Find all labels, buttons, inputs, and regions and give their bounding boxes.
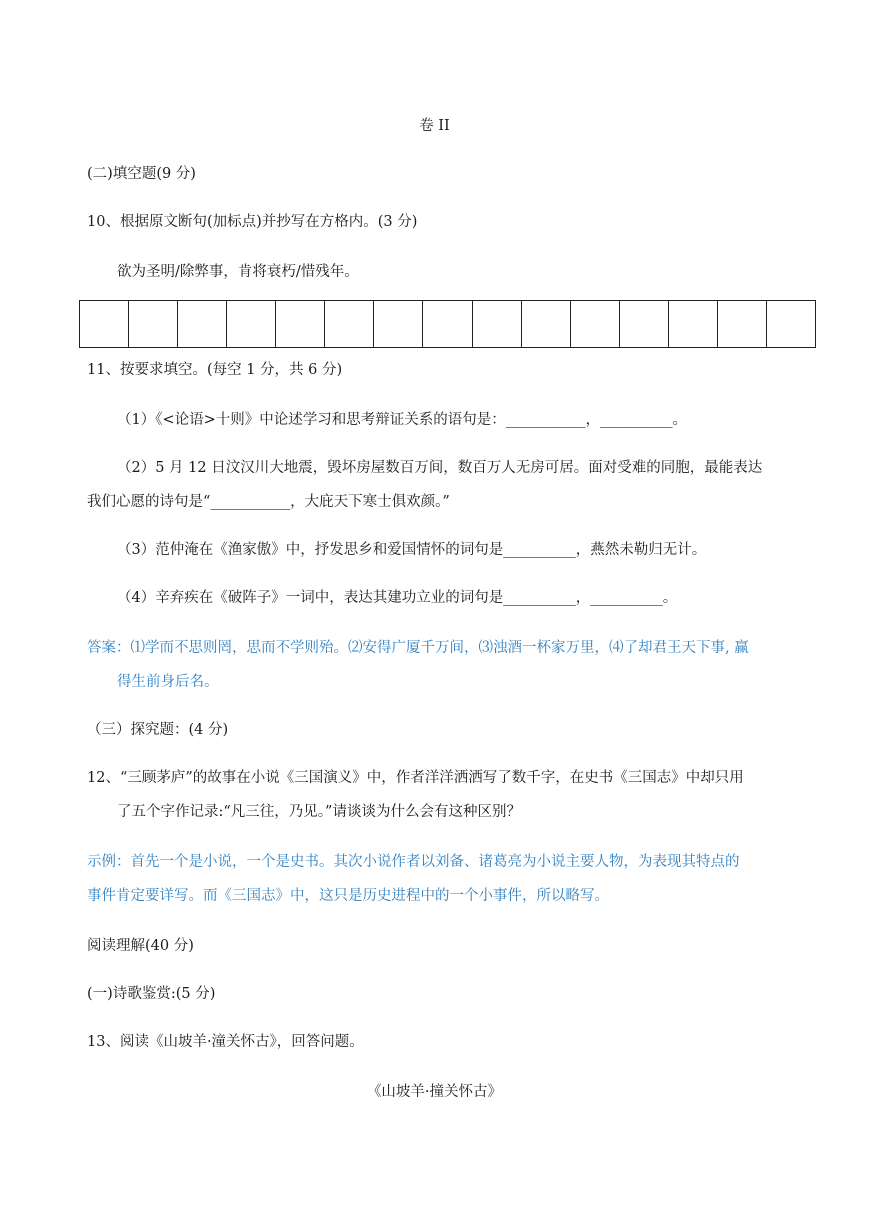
grid-cell bbox=[129, 301, 178, 347]
q12-prompt-line-2: 了五个字作记录:“凡三往，乃见。”请谈谈为什么会有这种区别？ bbox=[117, 804, 521, 820]
q10-sentence: 欲为圣明/除弊事，肯将衰朽/惜残年。 bbox=[117, 264, 359, 280]
grid-cell bbox=[178, 301, 227, 347]
answer-grid bbox=[79, 300, 816, 348]
grid-cell bbox=[473, 301, 522, 347]
q11-answer-line-1: 答案：⑴学而不思则罔，思而不学则殆。⑵安得广厦千万间，⑶浊酒一杯家万里，⑷了却君王天下事, 赢 bbox=[87, 640, 749, 656]
grid-cell bbox=[325, 301, 374, 347]
grid-cell bbox=[227, 301, 276, 347]
q11-answer-line-2: 得生前身后名。 bbox=[117, 674, 219, 690]
q10-prompt: 10、根据原文断句(加标点)并抄写在方格内。(3 分) bbox=[87, 214, 418, 230]
poetry-heading: (一)诗歌鉴赏:(5 分) bbox=[87, 986, 216, 1002]
q11-item-3: （3）范仲淹在《渔家傲》中，抒发思乡和爱国情怀的词句是__________，燕然未勒归无计。 bbox=[117, 542, 707, 558]
q11-item-2-line-2: 我们心愿的诗句是“___________，大庇天下寒士俱欢颜。” bbox=[87, 494, 450, 510]
reading-heading: 阅读理解(40 分) bbox=[87, 938, 194, 954]
grid-cell bbox=[669, 301, 718, 347]
q12-example-line-1: 示例：首先一个是小说，一个是史书。其次小说作者以刘备、诸葛亮为小说主要人物，为表现其特点的 bbox=[87, 854, 740, 870]
grid-cell bbox=[423, 301, 472, 347]
q11-item-4: （4）辛弃疾在《破阵子》一词中，表达其建功立业的词句是__________，__________。 bbox=[117, 590, 678, 606]
q12-example-line-2: 事件肯定要详写。而《三国志》中，这只是历史进程中的一个小事件，所以略写。 bbox=[87, 888, 609, 904]
section-title: 卷 II bbox=[419, 118, 450, 134]
grid-cell bbox=[767, 301, 815, 347]
grid-cell bbox=[620, 301, 669, 347]
poem-title: 《山坡羊·撞关怀古》 bbox=[366, 1084, 503, 1100]
grid-cell bbox=[374, 301, 423, 347]
q11-item-1: （1）《<论语>十则》中论述学习和思考辩证关系的语句是：___________，__________。 bbox=[117, 412, 688, 428]
grid-cell bbox=[571, 301, 620, 347]
grid-cell bbox=[276, 301, 325, 347]
q11-item-2-line-1: （2）5 月 12 日汶汉川大地震，毁坏房屋数百万间，数百万人无房可居。面对受难的同胞，最能表达 bbox=[117, 460, 763, 476]
q13-prompt: 13、阅读《山坡羊·潼关怀古》，回答问题。 bbox=[87, 1034, 364, 1050]
q12-prompt-line-1: 12、“三顾茅庐”的故事在小说《三国演义》中，作者洋洋洒洒写了数千字，在史书《三国志》中却只用 bbox=[87, 770, 744, 786]
grid-cell bbox=[522, 301, 571, 347]
q11-prompt: 11、按要求填空。(每空 1 分，共 6 分) bbox=[87, 362, 343, 378]
part3-heading: （三）探究题：(4 分) bbox=[87, 722, 229, 738]
grid-cell bbox=[718, 301, 767, 347]
part2-heading: (二)填空题(9 分) bbox=[87, 166, 196, 182]
grid-cell bbox=[80, 301, 129, 347]
